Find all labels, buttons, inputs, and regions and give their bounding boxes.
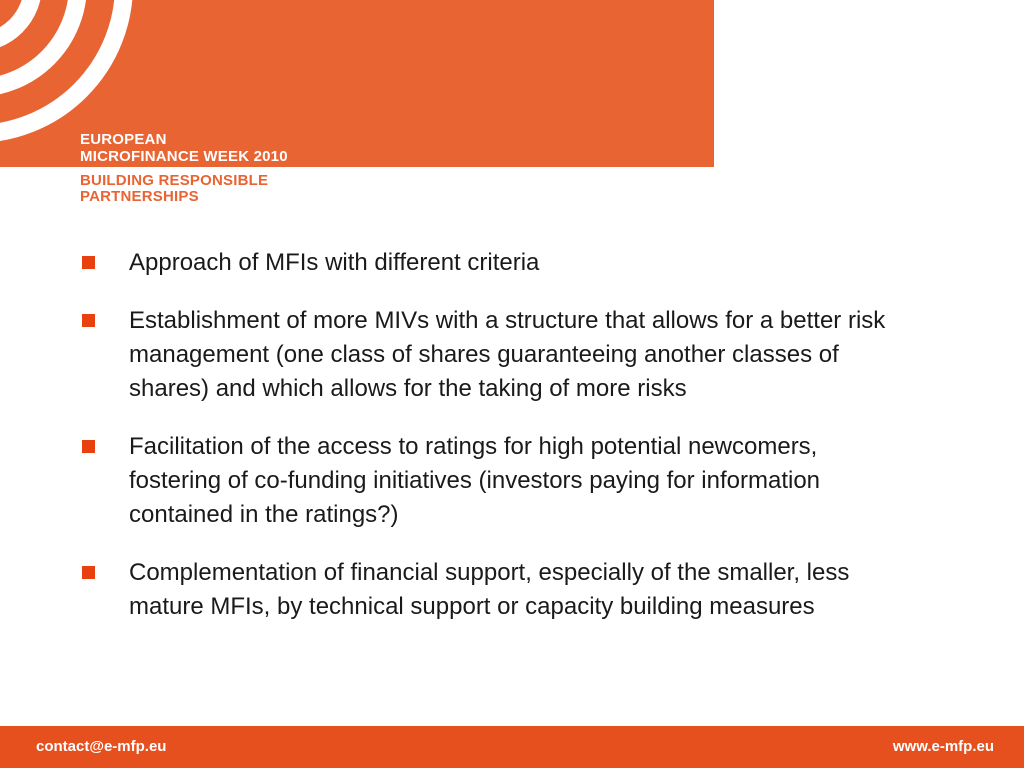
contact-email-link[interactable]: contact@e-mfp.eu: [36, 738, 167, 755]
bullet-text: Establishment of more MIVs with a structure that allows for a better risk management (one class of shares guaranteeing another classes of shares) and which allows for the taking of more risks: [129, 307, 886, 402]
bullet-item: [80, 430, 900, 532]
square-bullet-icon: [82, 566, 95, 579]
bullet-list: [80, 246, 900, 648]
bullet-text: Approach of MFIs with different criteria: [129, 249, 540, 276]
bullet-item: [80, 556, 900, 624]
bullet-item: [80, 304, 900, 406]
square-bullet-icon: [82, 314, 95, 327]
event-tagline: [80, 173, 268, 205]
website-link[interactable]: www.e-mfp.eu: [892, 738, 994, 755]
tagline-line2: PARTNERSHIPS: [80, 188, 199, 205]
event-title-line2: MICROFINANCE WEEK 2010: [80, 148, 288, 165]
header-banner: [0, 0, 714, 167]
footer-bar: [0, 726, 1024, 768]
square-bullet-icon: [82, 256, 95, 269]
tagline-line1: BUILDING RESPONSIBLE: [80, 172, 269, 189]
square-bullet-icon: [82, 440, 95, 453]
event-title: [80, 131, 288, 165]
bullet-text: Facilitation of the access to ratings for high potential newcomers, fostering of co-funding initiatives (investors paying for information contained in the ratings?): [129, 433, 821, 528]
bullet-item: [80, 246, 900, 280]
event-title-line1: EUROPEAN: [80, 131, 167, 148]
bullet-text: Complementation of financial support, especially of the smaller, less mature MFIs, by technical support or capacity building measures: [129, 559, 850, 620]
